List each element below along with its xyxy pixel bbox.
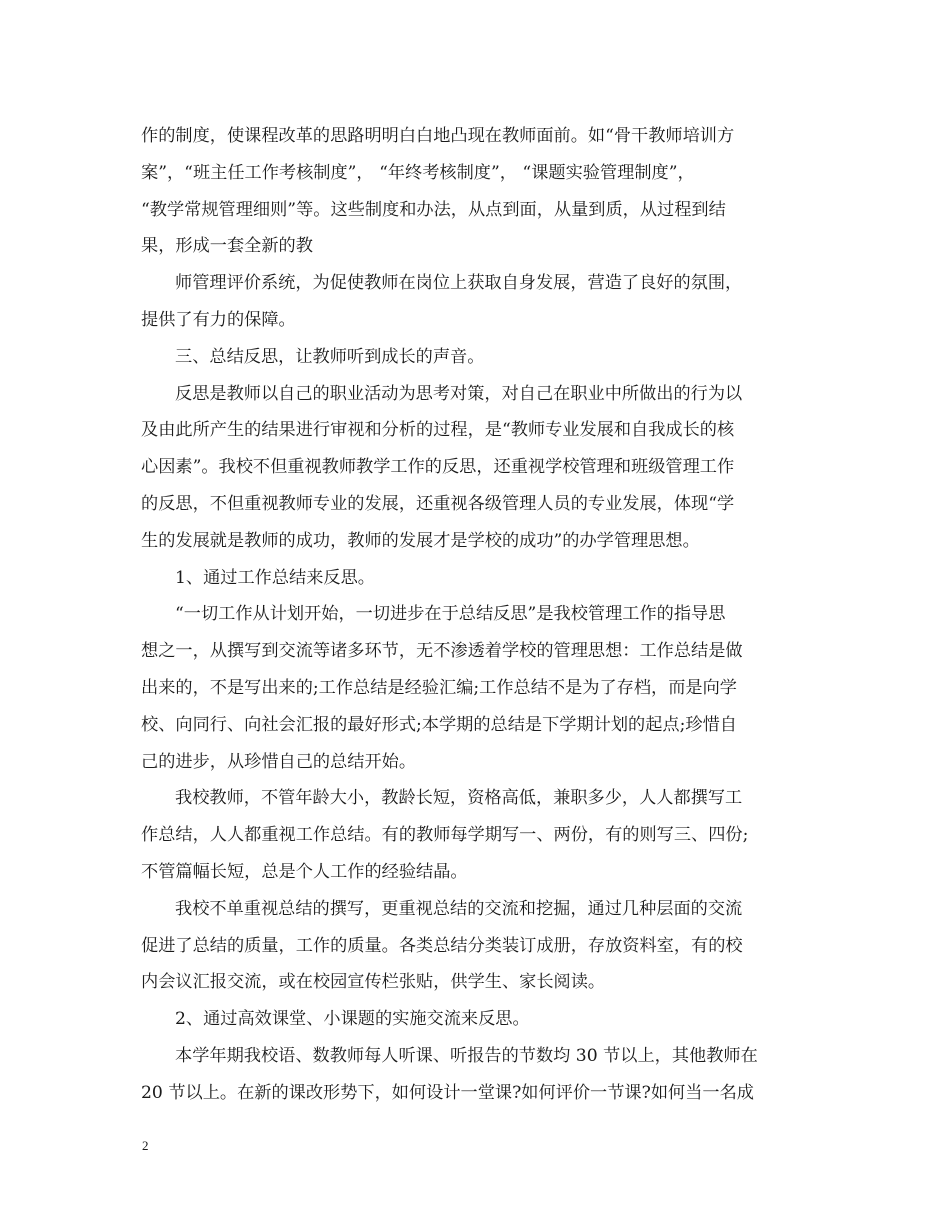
text-line: 想之一，从撰写到交流等诸多环节，无不渗透着学校的管理思想：工作总结是做 xyxy=(141,641,743,662)
text-line: 反思是教师以自己的职业活动为思考对策，对自己在职业中所做出的行为以 xyxy=(175,383,743,404)
subsection-heading: 2、通过高效课堂、小课题的实施交流来反思。 xyxy=(175,1009,530,1030)
page-number: 2 xyxy=(142,1138,149,1153)
text-line: 果，形成一套全新的教 xyxy=(141,236,313,257)
text-line: 不管篇幅长短，总是个人工作的经验结晶。 xyxy=(141,861,468,882)
text-line: 生的发展就是教师的成功，教师的发展才是学校的成功”的办学管理思想。 xyxy=(141,530,700,551)
text-line: 内会议汇报交流，或在校园宣传栏张贴，供学生、家长阅读。 xyxy=(141,972,606,993)
section-heading: 三、总结反思，让教师听到成长的声音。 xyxy=(175,346,485,367)
text-line: 促进了总结的质量，工作的质量。各类总结分类装订成册，存放资料室，有的校 xyxy=(141,935,743,956)
text-line: “教学常规管理细则”等。这些制度和办法，从点到面，从量到质，从过程到结 xyxy=(141,199,726,220)
text-line: 出来的，不是写出来的;工作总结是经验汇编;工作总结不是为了存档，而是向学 xyxy=(141,677,737,698)
text-line: 心因素”。我校不但重视教师教学工作的反思，还重视学校管理和班级管理工作 xyxy=(141,457,735,478)
text-line: 师管理评价系统，为促使教师在岗位上获取自身发展，营造了良好的氛围， xyxy=(175,273,743,294)
document-body xyxy=(141,118,809,1112)
text-line: 提供了有力的保障。 xyxy=(141,309,296,330)
text-line: 己的进步，从珍惜自己的总结开始。 xyxy=(141,751,417,772)
text-line: 20 节以上。在新的课改形势下，如何设计一堂课?如何评价一节课?如何当一名成 xyxy=(141,1082,754,1103)
text-line: 案”，“班主任工作考核制度”， “年终考核制度”， “课题实验管理制度”， xyxy=(141,162,695,183)
text-line: 作总结，人人都重视工作总结。有的教师每学期写一、两份，有的则写三、四份; xyxy=(141,825,749,846)
text-line: 我校教师，不管年龄大小，教龄长短，资格高低，兼职多少，人人都撰写工 xyxy=(175,788,743,809)
text-line: 的反思，不但重视教师专业的发展，还重视各级管理人员的专业发展，体现“学 xyxy=(141,493,735,514)
text-line: “一切工作从计划开始，一切进步在于总结反思”是我校管理工作的指导思 xyxy=(175,604,726,625)
text-line: 校、向同行、向社会汇报的最好形式;本学期的总结是下学期计划的起点;珍惜自 xyxy=(141,714,737,735)
text-line: 及由此所产生的结果进行审视和分析的过程，是“教师专业发展和自我成长的核 xyxy=(141,420,735,441)
text-line: 我校不单重视总结的撰写，更重视总结的交流和挖掘，通过几种层面的交流 xyxy=(175,898,743,919)
text-line: 本学年期我校语、数教师每人听课、听报告的节数均 30 节以上，其他教师在 xyxy=(175,1045,758,1066)
text-line: 作的制度，使课程改革的思路明明白白地凸现在教师面前。如“骨干教师培训方 xyxy=(141,126,735,146)
subsection-heading: 1、通过工作总结来反思。 xyxy=(175,567,375,588)
